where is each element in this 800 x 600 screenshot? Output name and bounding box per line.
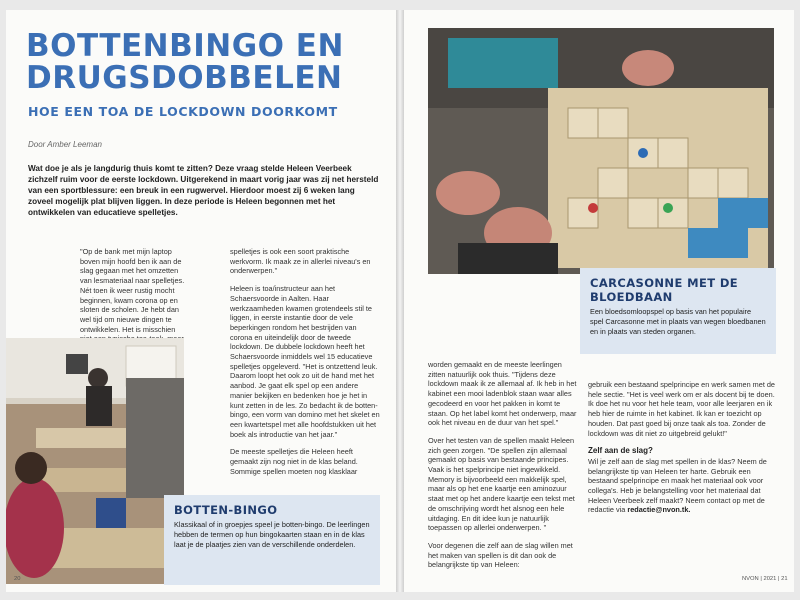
board-game-photo xyxy=(428,28,774,274)
email-link[interactable]: redactie@nvon.tk. xyxy=(627,505,691,515)
box-text: Klassikaal of in groepjes speel je botten-bingo. De leerlingen hebben de termen op hun bingokaarten staan en in de klas laat je de plaatjes zien van de verschillende onderdelen. xyxy=(174,520,370,549)
page-number: 20 xyxy=(14,576,21,582)
left-column-2 xyxy=(230,247,380,484)
article-title: BOTTENBINGO EN DRUGSDOBBELEN xyxy=(26,28,344,96)
spine-gutter xyxy=(396,10,404,592)
box-text: Een bloedsomloopspel op basis van het populaire spel Carcasonne met in plaats van wegen bloedbanen en in plaats van steden organen. xyxy=(590,307,766,336)
intro-paragraph: Wat doe je als je langdurig thuis komt te zitten? Deze vraag stelde Heleen Veerbeek zichzelf ruim voor de eerste lockdown. Uitgerekend in maart vorig jaar was zij net hersteld van een sportblessure: een breuk in een rugwervel. Hierdoor moest zij 6 weken lang zoveel mogelijk plat blijven liggen. In deze periode is Heleen begonnen met het ontwikkelen van educatieve spelletjes. xyxy=(28,164,379,217)
left-page xyxy=(6,10,396,592)
footer-issue: NVON | 2021 | 21 xyxy=(742,576,788,582)
right-column-1 xyxy=(428,360,578,578)
article-subtitle: HOE EEN TOA DE LOCKDOWN DOORKOMT xyxy=(28,104,338,119)
paragraph: Voor degenen die zelf aan de slag willen met het maken van spellen is dit dan ook de belangrijkste tip van Heleen: xyxy=(428,540,573,570)
paragraph: Over het testen van de spellen maakt Heleen zich geen zorgen. "De spellen zijn allemaal gemaakt op basis van bestaande principes. Vaak is het spelprincipe niet ingewikkeld. Memory is bijvoorbeeld een makkelijk spel, maar als op het ene kaartje een aminozuur staat met op het andere kaartje een tekst met de omschrijving wordt het alsnog een hele uitdaging. En dit idee kun je natuurlijk toepassen op allerlei onderwerpen. " xyxy=(428,435,575,533)
paragraph xyxy=(588,446,778,515)
zelf-text: Wil je zelf aan de slag met spellen in de klas? Neem de belangrijkste tip van Heleen ter harte. Gebruik een bestaand spelprincipe en maak het materiaal ook voor collega's. Heb je belangstelling voor het materiaal dat Heleen Veerbeek zelf maakt? Neem contact op met de redactie via xyxy=(588,456,767,515)
paragraph: spelletjes is ook een soort praktische werkvorm. Ik maak ze in allerlei niveau's en onderwerpen." xyxy=(230,247,371,276)
box-title: CARCASONNE MET DE BLOEDBAAN xyxy=(590,276,739,304)
paragraph: worden gemaakt en de meeste leerlingen zitten natuurlijk ook thuis. "Tijdens deze lockdown maak ik ze allemaal af. Ik heb in het kabinet een mooi ladenblok staan waar alles gecodeerd en voor het pakken in komt te staan. Op het label komt het onderwerp, maar ook het niveau en de duur van het spel." xyxy=(428,360,577,428)
carcasonne-box xyxy=(580,268,776,354)
paragraph: gebruik een bestaand spelprincipe en werk samen met de hele sectie. "Het is veel werk om er als docent bij te doen. Ik doe het nu voor het hele team, voor alle leerjaren en ik heb hier de ruimte in het kabinet. Ik kan er toezicht op houden. Dat past goed bij onze taak als toa. Zonder de lockdown was dit niet zo uitgebreid gelukt!" xyxy=(588,380,775,438)
paragraph: Heleen is toa/instructeur aan het Schaersvoorde in Aalten. Haar werkzaamheden kwamen grotendeels stil te liggen, in eerste instantie door de vele beperkingen rondom het bestrijden van corona en uiteindelijk door de tweede lockdown. De dubbele lockdown heeft het Schaersvoorde inmiddels wel 15 educatieve spelletjes opgeleverd. "Het is ontzettend leuk. Daarom loopt het ook zo uit de hand met het aanbod. Je gaat elk spel op een andere manier bekijken en bedenken hoe je het in kunt zetten in de les. Zo bedacht ik de botten-bingo, een vorm van domino met het skelet en een kwartetspel met alle hoofdstukken uit het boek als introductie van het jaar." xyxy=(230,284,380,439)
right-page xyxy=(404,10,794,592)
left-column-1 xyxy=(80,247,186,352)
box-title: BOTTEN-BINGO xyxy=(174,503,278,517)
paragraph: "Op de bank met mijn laptop boven mijn hoofd ben ik aan de slag gegaan met het omzetten van lesmateriaal naar spelletjes. Nét toen ik weer rustig mocht beginnen, kwam corona op en sloten de scholen. Je hebt dan wel tijd om nieuwe dingen te ontwikkelen. Het is misschien xyxy=(80,247,185,334)
zelf-heading: Zelf aan de slag? xyxy=(588,446,653,456)
byline: Door Amber Leeman xyxy=(28,140,102,149)
paragraph: De meeste spelletjes die Heleen heeft gemaakt zijn nog niet in de klas beland. Sommige spellen moeten nog klasklaar xyxy=(230,447,358,476)
classroom-photo xyxy=(6,338,184,584)
botten-bingo-box xyxy=(164,495,380,585)
right-column-2 xyxy=(588,380,778,523)
